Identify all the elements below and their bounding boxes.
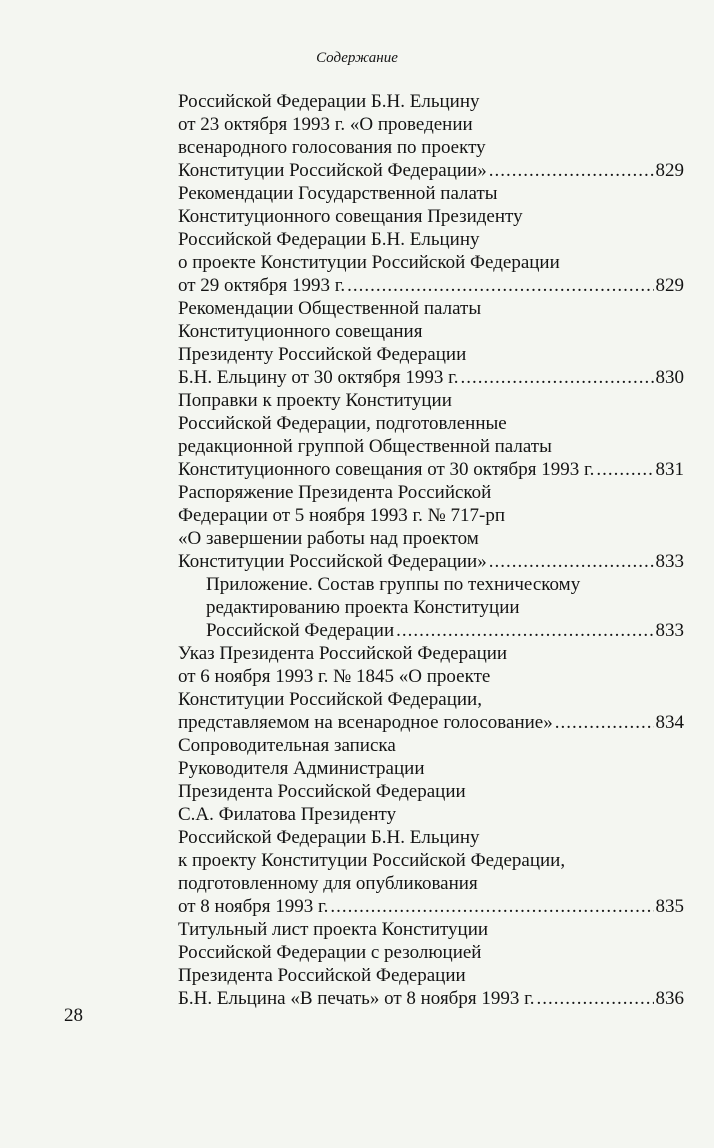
toc-entry xyxy=(178,481,684,573)
toc-entry-line: Российской Федерации Б.Н. Ельцину xyxy=(178,827,480,848)
toc-entry xyxy=(178,90,684,182)
toc-entry-line: от 29 октября 1993 г. xyxy=(178,275,346,296)
toc-entry-last-line xyxy=(178,458,684,481)
toc-entry xyxy=(178,573,684,642)
toc-page-number: 833 xyxy=(655,620,684,641)
dot-leader xyxy=(396,619,653,642)
dot-leader xyxy=(489,159,654,182)
toc-entry xyxy=(178,297,684,389)
toc-entry-line: Президента Российской Федерации xyxy=(178,965,466,986)
toc-entry-line: Б.Н. Ельцину от 30 октября 1993 г. xyxy=(178,367,459,388)
dot-leader xyxy=(330,895,653,918)
toc-entry-line: редактированию проекта Конституции xyxy=(206,597,520,618)
toc-entry xyxy=(178,734,684,918)
toc-entry-line: Конституции Российской Федерации» xyxy=(178,160,487,181)
toc-entry-line: Б.Н. Ельцина «В печать» от 8 ноября 1993 г. xyxy=(178,988,535,1009)
toc-entry-line: Конституции Российской Федерации, xyxy=(178,689,482,710)
table-of-contents xyxy=(178,90,684,1010)
toc-entry-line: Поправки к проекту Конституции xyxy=(178,390,452,411)
toc-entry-line: Рекомендации Государственной палаты xyxy=(178,183,498,204)
toc-entry-line: Титульный лист проекта Конституции xyxy=(178,919,489,940)
toc-entry-line: Конституции Российской Федерации» xyxy=(178,551,487,572)
toc-entry-line: Российской Федерации Б.Н. Ельцину xyxy=(178,91,480,112)
toc-entry-line: Распоряжение Президента Российской xyxy=(178,482,492,503)
toc-entry-line: Президента Российской Федерации xyxy=(178,781,466,802)
toc-entry xyxy=(178,389,684,481)
dot-leader xyxy=(596,458,653,481)
toc-entry-line: подготовленному для опубликования xyxy=(178,873,478,894)
toc-entry-line: Конституционного совещания Президенту xyxy=(178,206,523,227)
dot-leader xyxy=(489,550,654,573)
toc-entry-line: представляемом на всенародное голосование» xyxy=(178,712,553,733)
toc-entry-line: редакционной группой Общественной палаты xyxy=(178,436,552,457)
toc-page-number: 833 xyxy=(655,551,684,572)
toc-entry-line: всенародного голосования по проекту xyxy=(178,137,486,158)
toc-entry-last-line xyxy=(178,711,684,734)
toc-entry-line: от 23 октября 1993 г. «О проведении xyxy=(178,114,473,135)
page-number: 28 xyxy=(64,1005,83,1026)
toc-page-number: 829 xyxy=(655,160,684,181)
toc-entry-line: к проекту Конституции Российской Федерации, xyxy=(178,850,566,871)
toc-entry-line: Руководителя Администрации xyxy=(178,758,425,779)
toc-entry-line: о проекте Конституции Российской Федерации xyxy=(178,252,560,273)
toc-page-number: 830 xyxy=(655,367,684,388)
toc-entry-line: Федерации от 5 ноября 1993 г. № 717-рп xyxy=(178,505,506,526)
toc-page-number: 831 xyxy=(655,459,684,480)
toc-entry-line: Российской Федерации Б.Н. Ельцину xyxy=(178,229,480,250)
toc-entry xyxy=(178,642,684,734)
toc-page-number: 835 xyxy=(655,896,684,917)
toc-entry-last-line xyxy=(178,366,684,389)
toc-entry-line: Указ Президента Российской Федерации xyxy=(178,643,508,664)
toc-entry-line: от 6 ноября 1993 г. № 1845 «О проекте xyxy=(178,666,491,687)
toc-entry xyxy=(178,182,684,297)
toc-page-number: 829 xyxy=(655,275,684,296)
page-header-title: Содержание xyxy=(316,50,398,66)
toc-entry-last-line xyxy=(178,987,684,1010)
toc-entry-line: Российской Федерации, подготовленные xyxy=(178,413,507,434)
toc-entry-last-line xyxy=(206,619,684,642)
toc-entry-last-line xyxy=(178,274,684,297)
dot-leader xyxy=(461,366,654,389)
toc-entry-line: Президенту Российской Федерации xyxy=(178,344,467,365)
toc-entry-last-line xyxy=(178,550,684,573)
dot-leader xyxy=(537,987,654,1010)
toc-entry-line: С.А. Филатова Президенту xyxy=(178,804,397,825)
toc-page-number: 834 xyxy=(655,712,684,733)
toc-entry-line: от 8 ноября 1993 г. xyxy=(178,896,329,917)
toc-entry-line: Конституционного совещания xyxy=(178,321,423,342)
dot-leader xyxy=(347,274,653,297)
toc-entry-line: «О завершении работы над проектом xyxy=(178,528,479,549)
toc-entry-line: Приложение. Состав группы по техническому xyxy=(206,574,581,595)
toc-entry-line: Рекомендации Общественной палаты xyxy=(178,298,482,319)
toc-entry xyxy=(178,918,684,1010)
toc-entry-last-line xyxy=(178,159,684,182)
toc-entry-last-line xyxy=(178,895,684,918)
toc-entry-line: Сопроводительная записка xyxy=(178,735,396,756)
toc-entry-line: Конституционного совещания от 30 октября 1993 г. xyxy=(178,459,595,480)
toc-page-number: 836 xyxy=(655,988,684,1009)
toc-entry-line: Российской Федерации xyxy=(206,620,395,641)
dot-leader xyxy=(555,711,654,734)
toc-entry-line: Российской Федерации с резолюцией xyxy=(178,942,482,963)
